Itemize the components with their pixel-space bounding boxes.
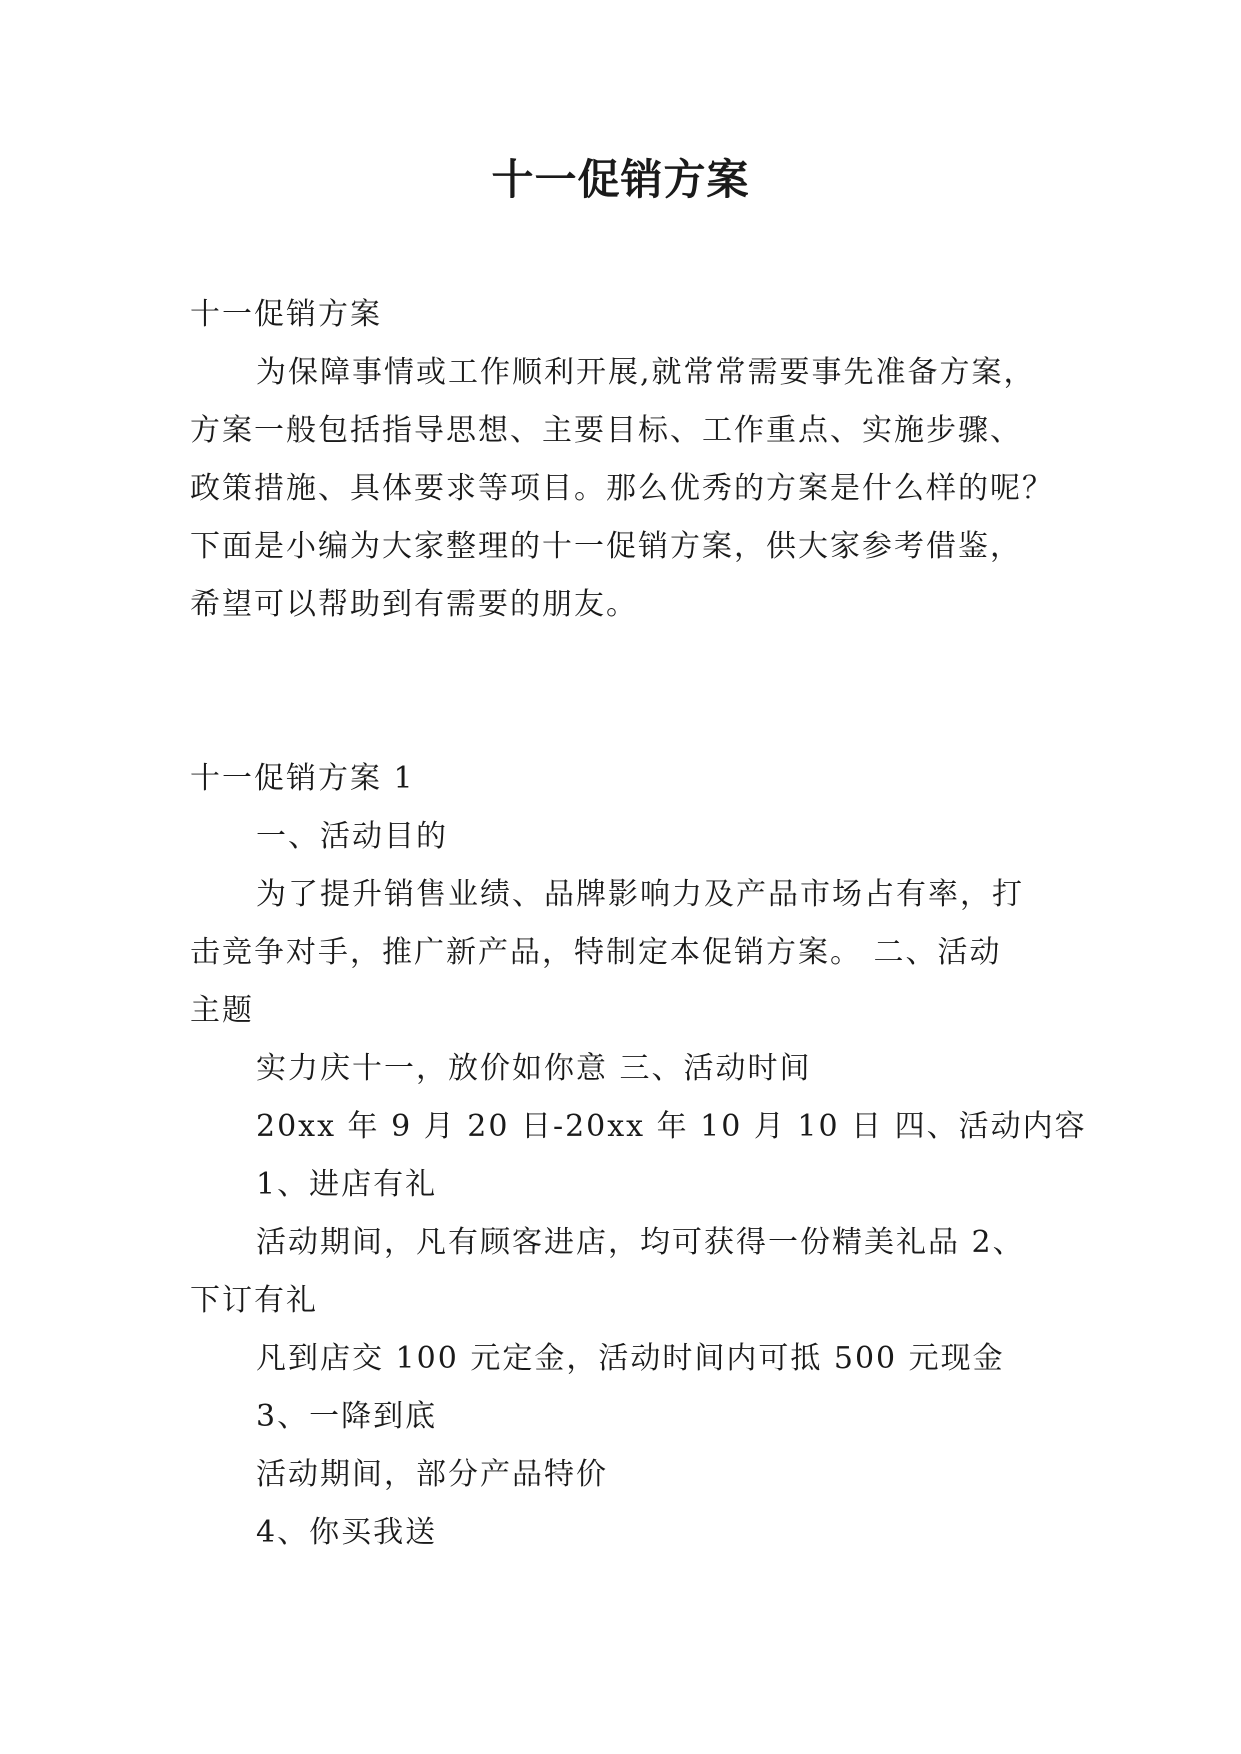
plan1-section [190, 750, 1087, 1562]
plan1-line: 3、一降到底 [256, 1399, 438, 1434]
intro-heading: 十一促销方案 [190, 297, 382, 332]
plan1-line: 主题 [190, 993, 254, 1028]
document-title: 十一促销方案 [491, 155, 750, 204]
plan1-line: 实力庆十一，放价如你意 三、活动时间 [256, 1051, 812, 1086]
intro-paragraph-line: 下面是小编为大家整理的十一促销方案，供大家参考借鉴， [190, 529, 1022, 564]
plan1-line: 下订有礼 [190, 1283, 318, 1318]
plan1-line: 活动期间，部分产品特价 [256, 1457, 608, 1492]
plan1-line: 1、进店有礼 [256, 1167, 438, 1202]
plan1-line: 一、活动目的 [256, 819, 448, 854]
plan1-line: 为了提升销售业绩、品牌影响力及产品市场占有率，打 [256, 877, 1024, 912]
plan1-heading: 十一促销方案 1 [190, 761, 415, 796]
intro-paragraph-line: 希望可以帮助到有需要的朋友。 [190, 587, 638, 622]
intro-section [190, 286, 1070, 634]
plan1-line: 4、你买我送 [256, 1515, 438, 1550]
intro-paragraph-line: 为保障事情或工作顺利开展,就常常需要事先准备方案， [256, 355, 1036, 390]
intro-paragraph-line: 方案一般包括指导思想、主要目标、工作重点、实施步骤、 [190, 413, 1022, 448]
plan1-line: 凡到店交 100 元定金，活动时间内可抵 500 元现金 [256, 1341, 1005, 1376]
plan1-line: 击竞争对手，推广新产品，特制定本促销方案。 二、活动 [190, 935, 1002, 970]
intro-paragraph-line: 政策措施、具体要求等项目。那么优秀的方案是什么样的呢？ [190, 471, 1054, 506]
plan1-line: 活动期间，凡有顾客进店，均可获得一份精美礼品 2、 [256, 1225, 1025, 1260]
plan1-line: 20xx 年 9 月 20 日-20xx 年 10 月 10 日 四、活动内容 [256, 1109, 1087, 1144]
